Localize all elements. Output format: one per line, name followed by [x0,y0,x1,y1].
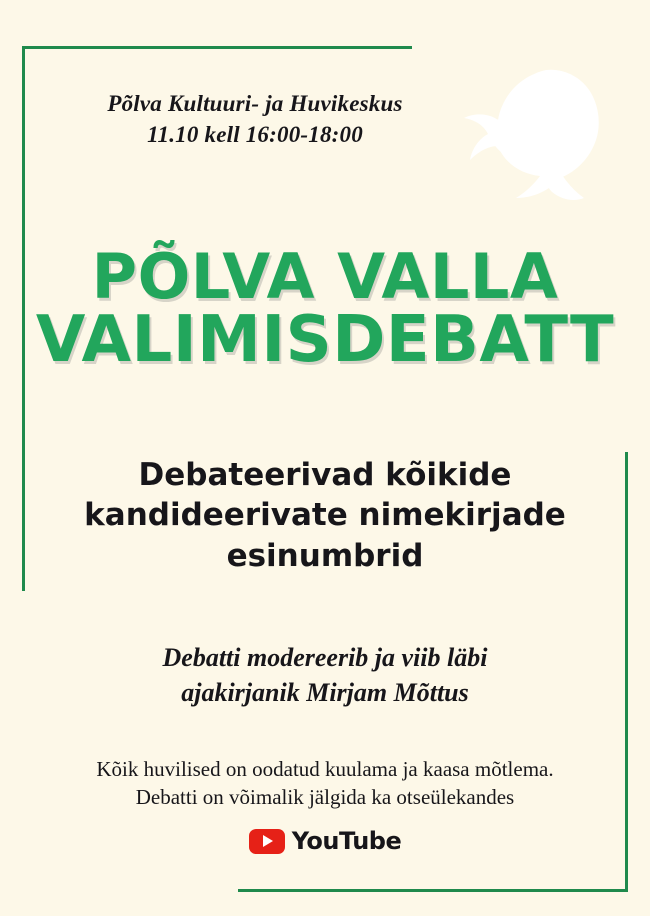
moderator-block [0,640,650,710]
moderator-line-2: ajakirjanik Mirjam Mõttus [181,678,469,708]
moderator-line-1: Debatti modereerib ja viib läbi [162,643,488,672]
note-block [0,755,650,812]
divider-bottom [238,889,628,892]
youtube-badge[interactable] [0,827,650,855]
note-line-1: Kõik huvilised on oodatud kuulama ja kaasa mõtlema. [96,757,554,781]
youtube-play-icon [249,829,285,854]
youtube-label: YouTube [291,827,402,855]
title-line-1: PÕLVA VALLA [91,240,559,313]
title-line-2: VALIMISDEBATT [35,303,615,378]
divider-top [22,46,412,49]
poster-header [0,88,650,150]
subtitle-text: Debateerivad kõikide kandideerivate nimekirjade esinumbrid [84,457,566,574]
datetime-text: 11.10 kell 16:00-18:00 [147,122,363,148]
note-line-2: Debatti on võimalik jälgida ka otseülekandes [135,785,515,810]
play-icon [263,835,273,847]
page-title [0,240,650,378]
venue-text: Põlva Kultuuri- ja Huvikeskus [107,91,403,116]
